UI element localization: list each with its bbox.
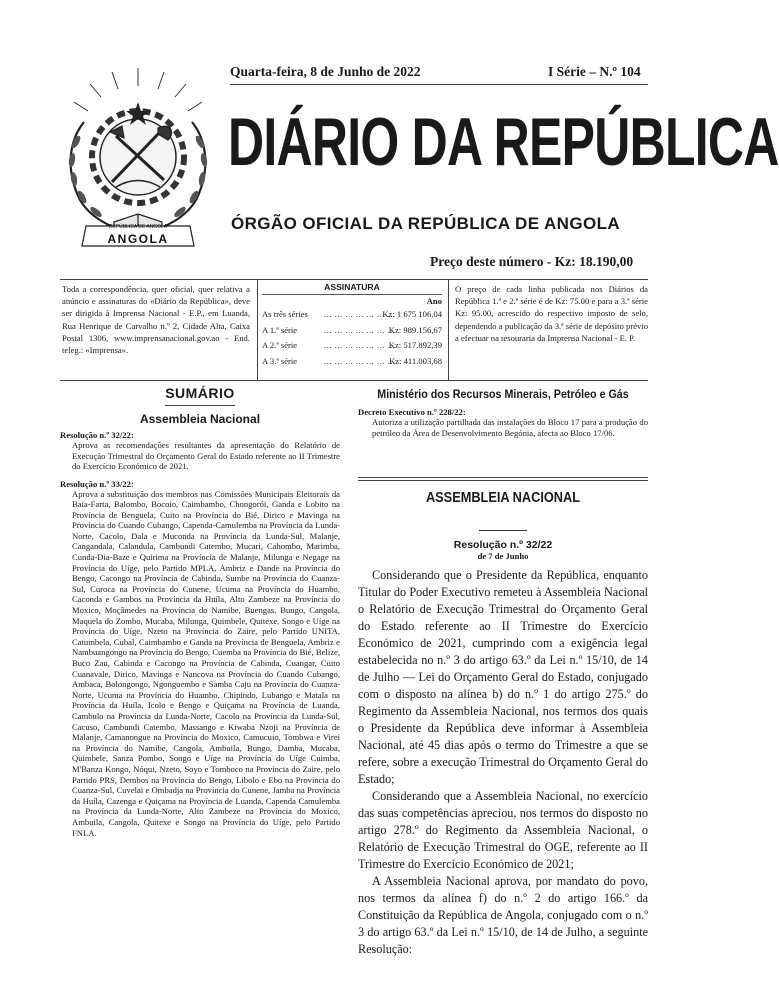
subscription-table [262,282,442,368]
subscription-row-label: A 1.ª série [262,324,298,335]
subscription-row-value: Kz: 517.892,39 [388,340,442,350]
summary-column [60,385,340,838]
info-bottom-rule [60,380,648,381]
article-top-rule-double [358,480,648,481]
subscription-row-dots: ... ... ... ... ... ... ... [324,324,396,335]
subscription-row-label: As três séries [262,309,308,319]
summary-item [60,479,340,839]
resolution-number: Resolução n.º 32/22 [453,539,553,551]
masthead-subtitle: ÓRGÃO OFICIAL DA REPÚBLICA DE ANGOLA [231,214,621,233]
subscription-row [262,337,442,353]
angola-coat-of-arms-emblem [54,62,222,247]
article-paragraph: A Assembleia Nacional aprova, por mandato do povo, nos termos da alínea f) do n.º 2 do artigo 166.º da Constituição da República de Angola, conjugado com o n.º 3 do artigo 63.º da Lei n.º 15/10, de 14 de Julho, a seguinte Resolução: [358,874,648,956]
article [358,490,648,958]
decree-title: Decreto Executivo n.º 228/22: [358,407,466,417]
article-top-rule [358,477,648,478]
emblem-motto: REPÚBLICA DE ANGOLA [108,224,168,230]
summary-item-body: Aprova a substituição dos membros nas Comissões Municipais Eleitorais da Baía-Farta, Balombo, Bocoio, Caimbambo, Chongorói, Ganda e Lobito na Província de Benguela, Cuito na Província do Bié, Dirico e Mavinga na Província do Cuando Cubango, Capenda-Camulemba na Província da Lunda-Norte, Cacolo, Dala e Muconda na Província da Lunda-Sul, Malanje, Cangandala, Calandula, Cambundi Catembo, Mucari, Cahombo, Marimba, Cunda-Dia-Baze e Quirima na Província de Malanje, Milunga e Negage na Província do Uíge, pelo Partido MPLA, Ambriz e Dande na Província do Bengo, Cacongo na Província de Cabinda, Sumbe na Província do Cuanza-Sul, Curoca na Província do Cunene, Ucuma na Província do Huambo, Caconda e Gambos na Província da Huíla, Alto Zambeze na Província do Moxico, Moçâmedes na Província do Namibe, Buengas, Bungo, Cangola, Maquela do Zombo, Mucaba, Milunga, Quimbele, Quitexe, Songo e Uíge na Província do Uíge, Nzeto na Província do Zaire, pelo Partido UNITA, Catumbela, Cubal, Caimbambo e Ganda na Província de Benguela, Ambriz e Nambuangongo na Província do Bengo, Cuemba na Província do Bié, Belize, Buco Zau, Cabinda e Cacongo na Província de Cabinda, Cuangar, Cuito Cuanavale, Dirico, Mavinga e Nancova na Província do Cuando Cubango, Ambaca, Bolongongo, Ngonguembo e Samba Caju na Província do Cuanza-Norte, Ucuma na Província do Huambo, Chipindo, Lubango e Matala na Província da Huíla, Icolo e Bengo e Quiçama na Província de Luanda, Cambulo na Província da Lunda-Norte, Cacolo na Província da Lunda-Sul, Cacuso, Cambundi Catembo, Massango e Kiwaba Nzoji na Província de Malanje, Camanongue na Província do Moxico, Camucuio, Tombwa e Virei na Província do Namibe, Cangola, Ambuila, Bungo, Damba, Mucaba, Quimbele, Sanza Pombo, Songo e Uíge na Província do Uíge Cuimba, M'Banza Kongo, Nóqui, Nzeto, Soyo e Tomboco na Província do Zaire, pelo Partido PRS, Dembos na Província do Bengo, Libolo e Ebo na Província do Cuanza-Sul, Cuvelai e Ombadja na Província do Cunene, Jamba na Província da Huíla, Cazenga e Quiçama na Província de Luanda, Capenda Camulemba na Província da Lunda-Norte, Alto Zambeze na Província do Moxico, Ambuila, Cangola, Quitexe e Songo na Província do Uíge, pelo Partido FNLA. [72,488,340,838]
masthead-title: DIÁRIO DA REPÚBLICA [228,104,779,180]
issue-series-number: I Série – N.º 104 [548,64,641,79]
subscription-column-header: Ano [426,296,442,306]
subscription-row [262,353,442,369]
summary-section-title: Assembleia Nacional [139,412,261,426]
subscription-row-label: A 3.ª série [262,355,298,366]
issue-date: Quarta-feira, 8 de Junho de 2022 [230,64,421,79]
subscription-row-dots: ... ... ... ... ... ... ... [324,340,396,350]
subscription-row [262,322,442,338]
article-paragraph: Considerando que o Presidente da República, enquanto Titular do Poder Executivo remeteu à Assembleia Nacional o Relatório de Execução Trimestral do Orçamento Geral do Estado referente ao II Trimestre do Exercício Económico de 2021, cumprindo com a exigência legal estabelecida no n.º 3 do artigo 63.º da Lei n.º 15/10, de 14 de Julho — Lei do Orçamento Geral do Estado, conjugado com o disposto na alínea b) do n.º 1 do artigo 275.º do Regimento da Assembleia Nacional, nos termos dos quais o Presidente da República deve informar à Assembleia Nacional, até 45 dias após o termo do Trimestre a que se refere, sobre a execução Trimestral do Orçamento Geral do Estado; [358,568,648,786]
info-divider-right [448,279,449,380]
correspondence-notice: Toda a correspondência, quer oficial, quer relativa a anúncio e assinaturas do «Diário da República», deve ser dirigida à Imprensa Nacional - E.P., em Luanda, Rua Henrique de Carvalho n.º 2, Cidade Alta, Caixa Postal 1306, www.imprensanacional.gov.ao - End. teleg.: «Imprensa». [62,284,250,356]
summary-title: SUMÁRIO [165,385,235,401]
resolution-date: de 7 de Junho [477,551,529,561]
article-heading-rule [479,530,527,531]
column-gutter [348,385,349,945]
article-heading: ASSEMBLEIA NACIONAL [425,490,581,506]
subscription-row-dots: ... ... ... ... ... ... ... [324,309,396,319]
article-paragraph: Considerando que a Assembleia Nacional, no exercício das suas competências apreciou, nos termos do disposto no artigo 278.º do Regimento da Assembleia Nacional, o Relatório de Execução Trimestral do OGE, referente ao II Trimestre do Exercício Económico de 2021; [358,789,648,871]
subscription-row [262,306,442,322]
price-per-line-notice: O preço de cada linha publicada nos Diários da República 1.ª e 2.ª série é de Kz: 75.00 e para a 3.ª série Kz: 95.00, acrescido do respectivo imposto de selo, dependendo a publicação da 3.ª série de depósito prévio a efectuar na tesouraria da Imprensa Nacional - E. P. [455,284,648,343]
subscription-row-value: Kz: 1 675 106,04 [382,309,442,319]
subscription-row-value: Kz: 989.156,67 [388,324,442,335]
header-divider [230,84,648,85]
subscription-title: ASSINATURA [324,282,380,292]
summary-item-body: Aprova as recomendações resultantes da apresentação do Relatório de Execução Trimestral do Orçamento Geral do Estado referente ao II Trimestre do Exercício Económico de 2021. [72,440,340,471]
emblem-label: ANGOLA [107,232,169,246]
ministry-title: Ministério dos Recursos Minerais, Petróleo e Gás [377,389,629,401]
info-top-rule [60,279,648,280]
subscription-row-label: A 2.ª série [262,340,298,350]
summary-item-title: Resolução n.º 32/22: [60,430,134,440]
subscription-row-value: Kz: 411.003,68 [389,355,442,366]
issue-price: Preço deste número - Kz: 18.190,00 [430,254,634,269]
decree-body: Autoriza a utilização partilhada das instalações do Bloco 17 para a produção do petróleo da Área de Desenvolvimento Begónia, afecta ao Bloco 17/06. [372,417,648,438]
subscription-row-dots: ... ... ... ... ... ... ... [324,355,396,366]
summary-title-rule [165,405,235,406]
summary-item-title: Resolução n.º 33/22: [60,478,134,489]
right-column [358,389,648,438]
summary-item [60,430,340,472]
info-divider-left [257,279,258,380]
